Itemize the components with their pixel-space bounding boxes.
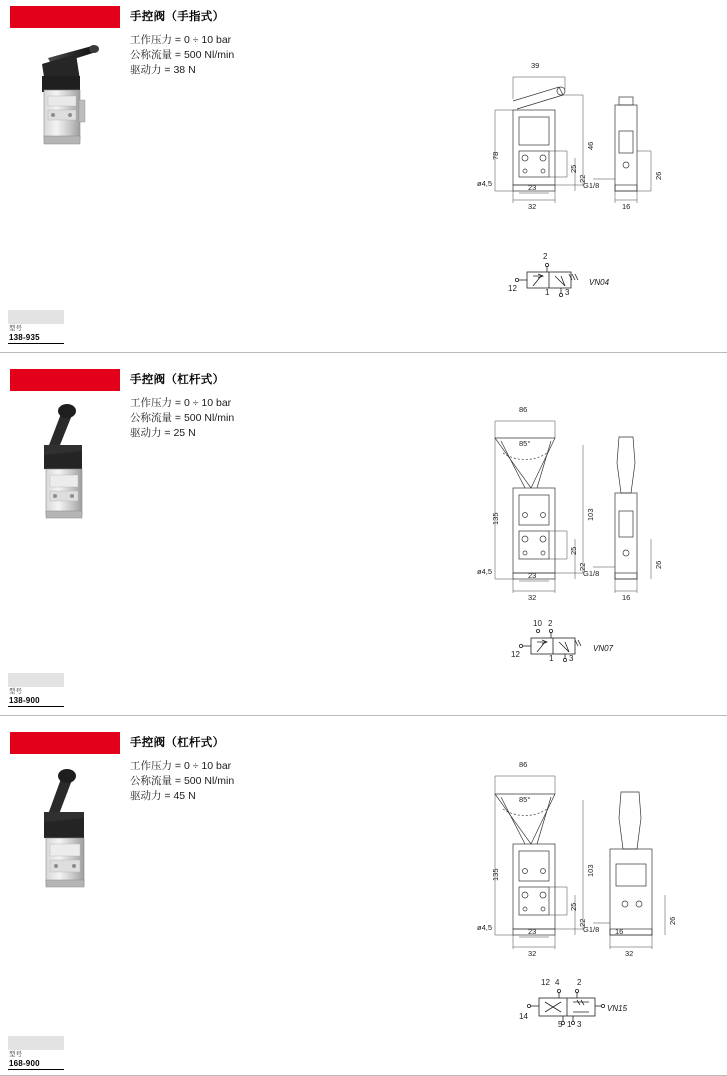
dim-thread-3: G1/8 xyxy=(583,925,600,934)
dim-right-width2-3: 32 xyxy=(625,949,634,958)
product-title-1: 手控阀（手指式） xyxy=(130,11,225,23)
dim-base-width-3: 32 xyxy=(528,949,537,958)
code-grey-bar-3 xyxy=(8,1036,64,1050)
dim-height-left-1: 78 xyxy=(491,151,500,160)
dim-hole-2: ø4,5 xyxy=(477,567,493,576)
code-rule-2 xyxy=(8,706,64,707)
symbol-port-2-2: 2 xyxy=(548,619,553,628)
dim-thread-1: G1/8 xyxy=(583,181,600,190)
spec-force-2: 驱动力 = 25 N xyxy=(130,427,196,439)
symbol-name-3: VN15 xyxy=(607,1004,628,1013)
symbol-port-12-1: 12 xyxy=(508,284,517,293)
dim-lower-2: 22 xyxy=(578,562,587,571)
dim-right-width-1: 16 xyxy=(622,202,631,211)
circuit-symbol-3 xyxy=(515,978,645,1029)
dim-base-width-1: 32 xyxy=(528,202,537,211)
spec-pressure-2: 工作压力 = 0 ÷ 10 bar xyxy=(130,397,232,409)
dim-height-left-2: 135 xyxy=(491,512,500,525)
section-divider-1 xyxy=(0,352,727,353)
dim-angle-3: 85° xyxy=(519,795,531,804)
symbol-port-1-3: 1 xyxy=(567,1020,572,1029)
dim-top-2: 86 xyxy=(519,405,528,414)
circuit-symbol-1 xyxy=(505,252,625,302)
code-rule-1 xyxy=(8,343,64,344)
product-photo-3 xyxy=(22,758,122,878)
dimension-drawing-1 xyxy=(455,55,705,225)
product-photo-2 xyxy=(22,395,122,515)
dim-side-width-1: 26 xyxy=(654,171,663,180)
symbol-name-1: VN04 xyxy=(589,278,610,287)
dim-angle-2: 85° xyxy=(519,439,531,448)
code-value-2: 138-900 xyxy=(9,696,40,705)
dim-height-right-1: 46 xyxy=(586,141,595,150)
dim-mid-1: 25 xyxy=(569,164,578,173)
spec-pressure-3: 工作压力 = 0 ÷ 10 bar xyxy=(130,760,232,772)
dim-top-1: 39 xyxy=(531,61,540,70)
circuit-symbol-2 xyxy=(505,619,625,666)
accent-bar-1 xyxy=(10,6,120,28)
dim-hole-1: ø4,5 xyxy=(477,179,493,188)
dim-height-right-2: 103 xyxy=(586,508,595,521)
section-divider-2 xyxy=(0,715,727,716)
symbol-port-2-3: 2 xyxy=(577,978,582,987)
dim-mid-3: 25 xyxy=(569,902,578,911)
spec-pressure-1: 工作压力 = 0 ÷ 10 bar xyxy=(130,34,232,46)
accent-bar-2 xyxy=(10,369,120,391)
spec-flow-1: 公称流量 = 500 Nl/min xyxy=(130,49,235,61)
model-code-3 xyxy=(8,1036,64,1070)
product-specs-3 xyxy=(130,759,234,804)
spec-force-3: 驱动力 = 45 N xyxy=(130,790,196,802)
spec-flow-3: 公称流量 = 500 Nl/min xyxy=(130,775,235,787)
model-code-2 xyxy=(8,673,64,707)
symbol-port-10-2: 10 xyxy=(533,619,542,628)
code-rule-3 xyxy=(8,1069,64,1070)
dim-side-width-3: 26 xyxy=(668,916,677,925)
code-value-3: 168-900 xyxy=(9,1059,40,1068)
code-grey-bar-1 xyxy=(8,310,64,324)
symbol-port-2-1: 2 xyxy=(543,252,548,261)
dim-lower-3: 22 xyxy=(578,918,587,927)
dim-base-small-1: 23 xyxy=(528,183,537,192)
accent-bar-3 xyxy=(10,732,120,754)
symbol-name-2: VN07 xyxy=(593,644,614,653)
product-photo-1 xyxy=(22,36,122,156)
dim-base-small-2: 23 xyxy=(528,571,537,580)
dim-side-width-2: 26 xyxy=(654,560,663,569)
dim-base-small-3: 23 xyxy=(528,927,537,936)
dim-hole-3: ø4,5 xyxy=(477,923,493,932)
model-code-1 xyxy=(8,310,64,344)
symbol-port-3-1: 3 xyxy=(565,288,570,297)
symbol-port-3-3: 3 xyxy=(577,1020,582,1029)
spec-force-1: 驱动力 = 38 N xyxy=(130,64,196,76)
dimension-drawing-2 xyxy=(455,403,705,618)
dim-right-width-2: 16 xyxy=(622,593,631,602)
symbol-port-14-3: 14 xyxy=(519,1012,528,1021)
dim-height-left-3: 135 xyxy=(491,868,500,881)
spec-flow-2: 公称流量 = 500 Nl/min xyxy=(130,412,235,424)
symbol-port-3-2: 3 xyxy=(569,654,574,663)
product-specs-2 xyxy=(130,396,234,441)
dim-top-3: 86 xyxy=(519,760,528,769)
code-grey-bar-2 xyxy=(8,673,64,687)
dimension-drawing-3 xyxy=(455,754,705,979)
symbol-port-4-3: 4 xyxy=(555,978,560,987)
code-label-3: 型号 xyxy=(9,1051,22,1058)
dim-thread-2: G1/8 xyxy=(583,569,600,578)
code-label-2: 型号 xyxy=(9,688,22,695)
product-title-3: 手控阀（杠杆式） xyxy=(130,737,225,749)
symbol-port-12-3: 12 xyxy=(541,978,550,987)
dim-height-right-3: 103 xyxy=(586,864,595,877)
dim-mid-2: 25 xyxy=(569,546,578,555)
dim-right-width-3: 16 xyxy=(615,927,624,936)
code-label-1: 型号 xyxy=(9,325,22,332)
dim-lower-1: 22 xyxy=(578,174,587,183)
symbol-port-1-2: 1 xyxy=(549,654,554,663)
code-value-1: 138-935 xyxy=(9,333,40,342)
product-specs-1 xyxy=(130,33,234,78)
symbol-port-12-2: 12 xyxy=(511,650,520,659)
product-title-2: 手控阀（杠杆式） xyxy=(130,374,225,386)
symbol-port-5-3: 5 xyxy=(558,1020,563,1029)
dim-base-width-2: 32 xyxy=(528,593,537,602)
symbol-port-1-1: 1 xyxy=(545,288,550,297)
